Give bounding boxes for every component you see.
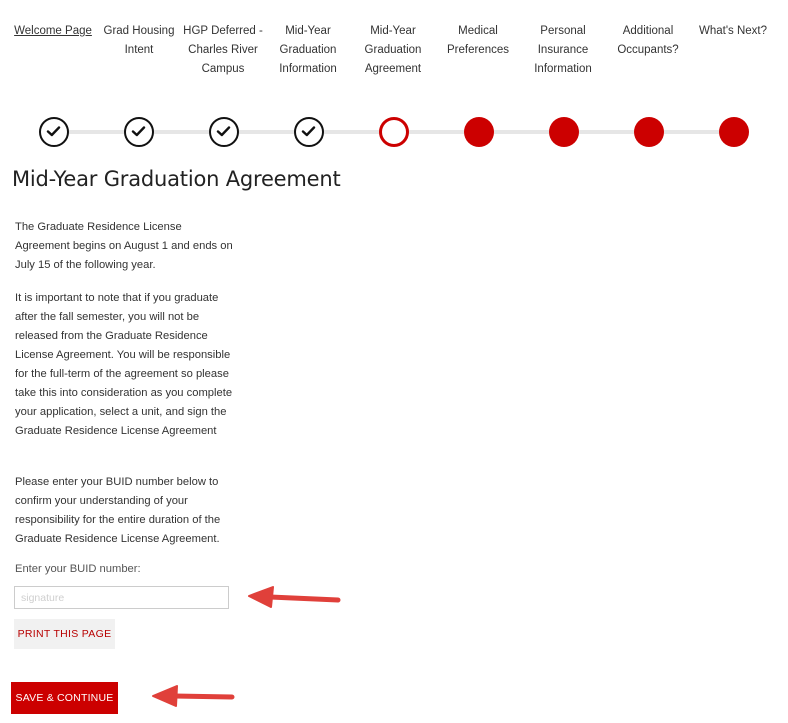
print-page-button[interactable]: PRINT THIS PAGE (14, 619, 115, 649)
step-label-mid-year-graduation-agreement: Mid-Year Graduation Agreement (364, 25, 422, 75)
step-node-mid-year-graduation-information[interactable] (294, 117, 324, 147)
step-node-mid-year-graduation-agreement (379, 117, 409, 147)
buid-input[interactable] (14, 586, 229, 609)
save-continue-button[interactable]: SAVE & CONTINUE (11, 682, 118, 714)
check-icon (301, 125, 316, 138)
step-labels (0, 22, 788, 92)
page-title: Mid-Year Graduation Agreement (12, 167, 341, 191)
step-node-medical-preferences (464, 117, 494, 147)
step-label-welcome-page[interactable]: Welcome Page (14, 25, 92, 37)
buid-instructions-text: Please enter your BUID number below to confirm your understanding of your responsibility for the entire duration of the Graduate Residence License Agreement. (15, 476, 221, 545)
check-icon (216, 125, 231, 138)
step-label-whats-next: What's Next? (698, 25, 768, 37)
step-node-grad-housing-intent[interactable] (124, 117, 154, 147)
annotation-arrow-icon (150, 683, 236, 709)
annotation-arrow-icon (246, 585, 342, 611)
step-node-personal-insurance-information (549, 117, 579, 147)
step-node-whats-next (719, 117, 749, 147)
step-label-hgp-deferred: HGP Deferred - Charles River Campus (183, 25, 263, 75)
step-label-medical-preferences: Medical Preferences (446, 25, 509, 56)
check-icon (131, 125, 146, 138)
agreement-dates-text: The Graduate Residence License Agreement begins on August 1 and ends on July 15 of the following year. (15, 221, 233, 271)
step-label-personal-insurance-information: Personal Insurance Information (534, 25, 592, 75)
step-node-hgp-deferred[interactable] (209, 117, 239, 147)
step-label-additional-occupants: Additional Occupants? (617, 25, 679, 56)
step-node-welcome-page[interactable] (39, 117, 69, 147)
step-label-grad-housing-intent: Grad Housing Intent (103, 25, 175, 56)
buid-label: Enter your BUID number: (15, 563, 141, 575)
check-icon (46, 125, 61, 138)
graduation-notice-text: It is important to note that if you graduate after the fall semester, you will not be released from the Graduate Residence License Agreement. You will be responsible for the full-term of the agreement so please take this into consideration as you complete your application, select a unit, and sign the Graduate Residence License Agreement (15, 292, 233, 437)
step-node-additional-occupants (634, 117, 664, 147)
step-label-mid-year-graduation-information: Mid-Year Graduation Information (279, 25, 337, 75)
